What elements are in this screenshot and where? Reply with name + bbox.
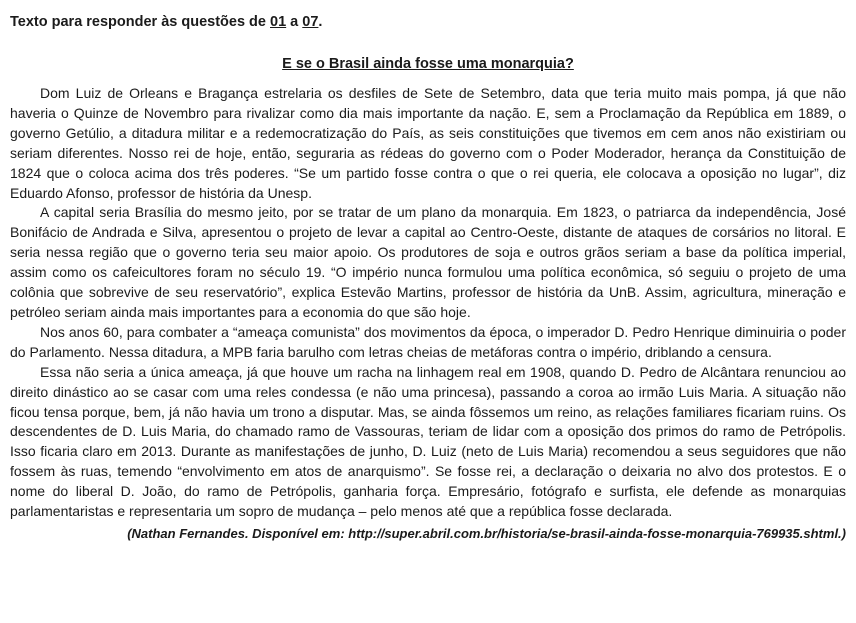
source-citation: (Nathan Fernandes. Disponível em: http://super.abril.com.br/historia/se-brasil-ainda-fosse-monarquia-769935.shtml.): [127, 525, 846, 541]
paragraph-1: Dom Luiz de Orleans e Bragança estrelaria os desfiles de Sete de Setembro, data que teria muito mais pompa, já que não haveria o Quinze de Novembro para rivalizar como dia mais importante da nação. E, sem a Proclamação da República em 1889, o governo Getúlio, a ditadura militar e a redemocratização do País, as seis constituições que tivemos em cem anos não existiriam ou seriam diferentes. Nosso rei de hoje, então, seguraria as rédeas do governo com o Poder Moderador, herança da Constituição de 1824 que o coloca acima dos três poderes. “Se um partido fosse contra o que o rei queria, ele colocava a oposição no lugar”, diz Eduardo Afonso, professor de história da Unesp.: [10, 85, 846, 201]
instruction-prefix: Texto para responder às questões de: [10, 14, 271, 30]
paragraph-4: Essa não seria a única ameaça, já que houve um racha na linhagem real em 1908, quando D. Pedro de Alcântara renunciou ao direito dinástico ao se casar com uma reles condessa (e não uma princesa), passando a coroa ao irmão Luis Maria. A situação não ficou tensa porque, bem, já não havia um trono a disputar. Mas, se ainda fôssemos um reino, as relações familiares ficariam ruins. Os descendentes de D. Luis Maria, do chamado ramo de Vassouras, teriam de lidar com a oposição dos primos do ramo de Petrópolis. Isso ficaria claro em 2013. Durante as manifestações de junho, D. Luiz (neto de Luis Maria) recomendou a seus seguidores que não fossem às ruas, temendo “envolvimento em atos de anarquismo”. Se fosse rei, a declaração o deixaria no alvo dos protestos. E o nome do liberal D. João, do ramo de Petrópolis, ganharia força. Empresário, fotógrafo e surfista, ele defende as monarquias parlamentaristas e representaria um sopro de mudança – pelo menos até que a república fosse declarada.: [10, 363, 846, 520]
question-range-end: 07: [302, 14, 319, 30]
question-range-start: 01: [270, 14, 287, 30]
text-title: E se o Brasil ainda fosse uma monarquia?: [282, 56, 574, 72]
instruction-connector: a: [286, 14, 303, 30]
text-body: [10, 84, 846, 522]
instruction-line: [10, 12, 846, 32]
instruction-suffix: .: [318, 14, 323, 30]
paragraph-3: Nos anos 60, para combater a “ameaça comunista” dos movimentos da época, o imperador D. Pedro Henrique diminuiria o poder do Parlamento. Nessa ditadura, a MPB faria barulho com letras cheias de metáforas contra o império, driblando a censura.: [10, 323, 846, 360]
paragraph-2: A capital seria Brasília do mesmo jeito, por se tratar de um plano da monarquia. Em 1823, o patriarca da independência, José Bonifácio de Andrada e Silva, apresentou o projeto de levar a capital ao Centro-Oeste, distante de ataques de corsários no litoral. E seria nessa região que o governo teria seu maior apoio. Os produtores de soja e outros grãos seriam a base da política imperial, assim como os cafeicultores foram no século 19. “O império nunca formulou uma política econômica, só seguiu o projeto de uma colônia que sobrevive de seu reservatório”, explica Estevão Martins, professor de história da UnB. Assim, agricultura, mineração e petróleo seriam ainda mais importantes para a economia do que são hoje.: [10, 204, 846, 320]
